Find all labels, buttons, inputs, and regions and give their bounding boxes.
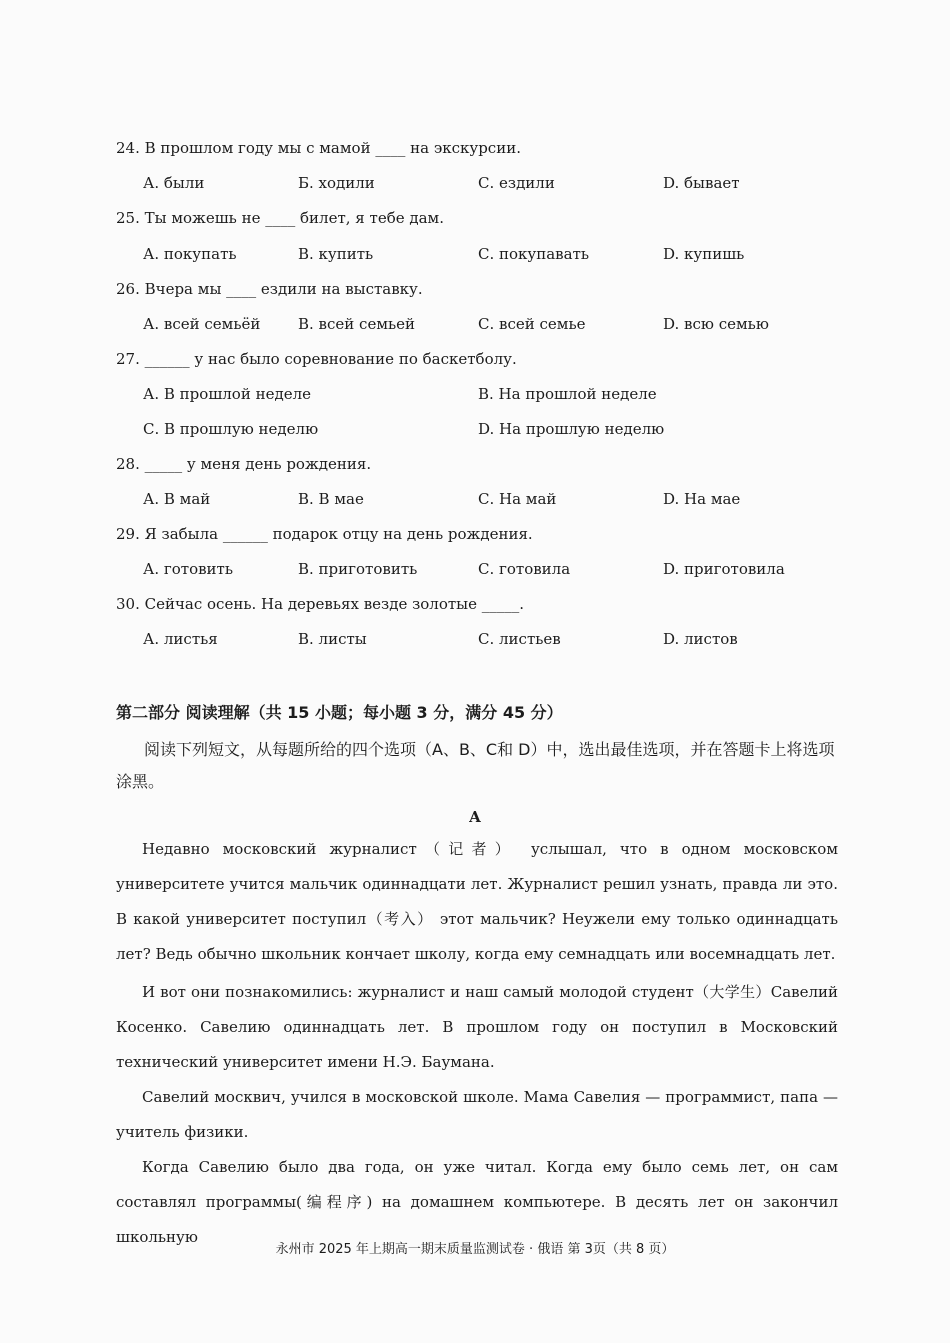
question-number: 25. <box>116 209 140 227</box>
option-b: В. купить <box>298 245 374 263</box>
question-stem: ______ у нас было соревнование по баскетболу. <box>144 350 517 368</box>
question-30 <box>116 595 524 613</box>
option-b: В. На прошлой неделе <box>478 385 657 403</box>
question-stem: Сейчас осень. На деревьях везде золотые _____. <box>144 595 525 613</box>
option-c: С. На май <box>478 490 557 508</box>
option-d: D. На мае <box>663 490 741 508</box>
question-number: 26. <box>116 280 140 298</box>
passage-paragraph: Недавно московский журналист（记者） услышал, что в одном московском университете учится мальчик одиннадцати лет. Журналист решил узнать, правда ли это. В какой университет поступил（考入） этот мальчик? Неужели ему только одиннадцать лет? Ведь обычно школьник кончает школу, когда ему семнадцать или восемнадцать лет. <box>116 840 838 963</box>
option-a: А. были <box>143 174 205 192</box>
option-a: А. листья <box>143 630 218 648</box>
option-b: В. В мае <box>298 490 364 508</box>
option-d: D. всю семью <box>663 315 769 333</box>
section-title: 第二部分 阅读理解（共 15 小题；每小题 3 分，满分 45 分） <box>116 703 563 722</box>
question-stem: Я забыла ______ подарок отцу на день рождения. <box>144 525 533 543</box>
question-number: 30. <box>116 595 140 613</box>
option-b: Б. ходили <box>298 174 375 192</box>
option-b: В. всей семьей <box>298 315 416 333</box>
question-27 <box>116 350 517 368</box>
option-d: D. приготовила <box>663 560 785 578</box>
question-stem: _____ у меня день рождения. <box>144 455 372 473</box>
passage-paragraph: Когда Савелию было два года, он уже читал. Когда ему было семь лет, он сам составлял программы(编程序) на домашнем компьютере. В десять лет он закончил школьную <box>116 1158 838 1246</box>
page-footer: 永州市 2025 年上期高一期末质量监测试卷 · 俄语 第 3页（共 8 页） <box>275 1242 675 1257</box>
option-c: С. ездили <box>478 174 555 192</box>
option-b: В. листы <box>298 630 367 648</box>
section-instruction: 阅读下列短文，从每题所给的四个选项（A、B、C和 D）中，选出最佳选项，并在答题卡上将选项涂黑。 <box>116 740 835 791</box>
passage-paragraph: И вот они познакомились: журналист и наш самый молодой студент（大学生）Савелий Косенко. Савелию одиннадцать лет. В прошлом году он поступил в Московский технический университет имени Н.Э. Баумана. <box>116 983 838 1071</box>
option-c: С. всей семье <box>478 315 586 333</box>
option-c: С. готовила <box>478 560 571 578</box>
option-a: А. В май <box>143 490 211 508</box>
question-stem: Ты можешь не ____ билет, я тебе дам. <box>144 209 444 227</box>
option-a: А. готовить <box>143 560 234 578</box>
question-29 <box>116 525 533 543</box>
question-28 <box>116 455 371 473</box>
question-number: 24. <box>116 139 140 157</box>
option-c: С. листьев <box>478 630 561 648</box>
option-c: С. В прошлую неделю <box>143 420 319 438</box>
option-a: А. всей семьёй <box>143 315 261 333</box>
question-stem: В прошлом году мы с мамой ____ на экскурсии. <box>144 139 521 157</box>
option-d: D. На прошлую неделю <box>478 420 665 438</box>
option-d: D. листов <box>663 630 738 648</box>
option-b: В. приготовить <box>298 560 418 578</box>
question-number: 27. <box>116 350 140 368</box>
passage-paragraph: Савелий москвич, учился в московской школе. Мама Савелия — программист, папа — учитель физики. <box>116 1088 838 1141</box>
question-26 <box>116 280 423 298</box>
option-a: А. покупать <box>143 245 237 263</box>
option-d: D. купишь <box>663 245 745 263</box>
question-number: 28. <box>116 455 140 473</box>
question-24 <box>116 139 521 157</box>
option-d: D. бывает <box>663 174 740 192</box>
question-25 <box>116 209 444 227</box>
option-c: С. покупавать <box>478 245 590 263</box>
question-number: 29. <box>116 525 140 543</box>
option-a: А. В прошлой неделе <box>143 385 311 403</box>
question-stem: Вчера мы ____ ездили на выставку. <box>144 280 423 298</box>
passage-letter: A <box>469 808 481 826</box>
